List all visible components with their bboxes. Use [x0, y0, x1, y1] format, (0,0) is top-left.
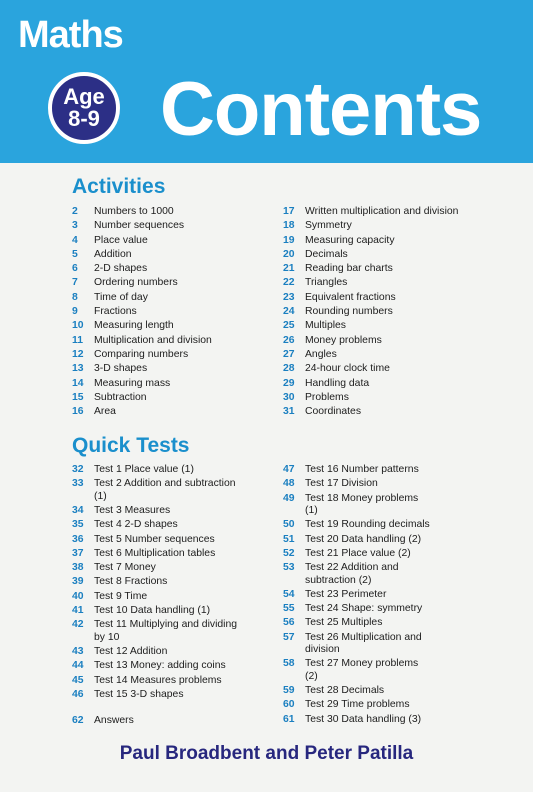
toc-entry[interactable]	[72, 206, 272, 218]
entry-title: Test 10 Data handling (1)	[94, 605, 211, 617]
toc-entry[interactable]	[283, 534, 433, 546]
page-number: 33	[72, 478, 84, 490]
toc-entry[interactable]	[283, 478, 433, 490]
toc-entry[interactable]	[283, 699, 433, 711]
entry-title: Test 20 Data handling (2)	[305, 533, 422, 545]
page-title: Contents	[160, 67, 482, 152]
toc-entry[interactable]	[72, 576, 240, 588]
page-number: 31	[283, 406, 295, 418]
toc-entry[interactable]	[283, 292, 483, 304]
toc-entry[interactable]	[283, 306, 483, 318]
toc-entry[interactable]	[283, 493, 433, 518]
page-number: 47	[283, 464, 295, 475]
activities-right-column	[283, 206, 483, 420]
toc-entry[interactable]	[72, 675, 240, 687]
page-number: 27	[283, 348, 295, 360]
entry-title: Comparing numbers	[94, 348, 189, 360]
toc-entry[interactable]	[283, 519, 433, 531]
page-number: 2	[72, 206, 78, 217]
toc-entry[interactable]	[72, 548, 240, 560]
page-number: 30	[283, 391, 295, 403]
toc-entry[interactable]	[72, 591, 240, 603]
page-number: 12	[72, 348, 84, 360]
page-number: 8	[72, 291, 78, 303]
page-number: 10	[72, 320, 84, 332]
page-number: 9	[72, 306, 78, 318]
entry-title: Numbers to 1000	[94, 206, 174, 217]
entry-title: Angles	[305, 348, 337, 360]
entry-title: Fractions	[94, 306, 137, 318]
entry-title: Money problems	[305, 334, 382, 346]
entry-title: 2-D shapes	[94, 263, 148, 275]
page-number: 62	[72, 715, 84, 726]
entry-title: Test 11 Multiplying and dividing by 10	[94, 619, 238, 643]
entry-title: Ordering numbers	[94, 277, 178, 289]
toc-entry[interactable]	[283, 685, 433, 697]
entry-title: Test 14 Measures problems	[94, 674, 222, 686]
page-number: 54	[283, 588, 295, 600]
toc-entry[interactable]	[72, 660, 240, 672]
page-number: 20	[283, 248, 295, 260]
page-number: 28	[283, 363, 295, 375]
entry-title: Test 6 Multiplication tables	[94, 547, 216, 559]
entry-title: Test 24 Shape: symmetry	[305, 603, 423, 615]
toc-entry[interactable]	[283, 548, 433, 560]
page-number: 43	[72, 646, 84, 658]
page-number: 25	[283, 320, 295, 332]
entry-title: Measuring mass	[94, 377, 171, 389]
toc-entry[interactable]	[283, 277, 483, 289]
entry-title: Test 12 Addition	[94, 646, 168, 658]
toc-entry[interactable]	[283, 349, 483, 361]
entry-title: Test 25 Multiples	[305, 617, 383, 629]
toc-entry[interactable]	[72, 646, 240, 658]
entry-title: Multiplication and division	[94, 334, 212, 346]
page-number: 16	[72, 406, 84, 418]
authors-line: Paul Broadbent and Peter Patilla	[119, 743, 414, 764]
entry-title: Test 17 Division	[305, 478, 378, 490]
page-number: 11	[72, 334, 83, 346]
toc-entry[interactable]	[283, 658, 433, 683]
page-number: 40	[72, 590, 84, 602]
toc-entry[interactable]	[283, 249, 483, 261]
toc-entry[interactable]	[72, 249, 272, 261]
toc-entry[interactable]	[72, 519, 240, 531]
page-number: 14	[72, 377, 84, 389]
entry-title: Place value	[94, 234, 148, 246]
entry-title: Test 19 Rounding decimals	[305, 519, 430, 531]
page-number: 3	[72, 220, 78, 232]
toc-entry[interactable]	[283, 603, 433, 615]
page-number: 59	[283, 685, 295, 697]
page-number: 4	[72, 234, 78, 246]
entry-title: Addition	[94, 248, 132, 260]
toc-entry[interactable]	[283, 464, 433, 476]
entry-title: Test 30 Data handling (3)	[305, 713, 422, 725]
entry-title: Multiples	[305, 320, 346, 332]
page-number: 26	[283, 334, 295, 346]
entry-title: Test 13 Money: adding coins	[94, 660, 226, 672]
toc-entry[interactable]	[283, 589, 433, 601]
toc-entry[interactable]	[283, 320, 483, 332]
age-label: Age	[63, 84, 105, 109]
quick-tests-heading: Quick Tests	[72, 434, 190, 457]
entry-title: Rounding numbers	[305, 306, 393, 318]
toc-entry[interactable]	[72, 263, 272, 275]
page-number: 34	[72, 505, 84, 516]
entry-title: Test 23 Perimeter	[305, 588, 387, 600]
age-range: 8-9	[68, 106, 100, 131]
page-number: 51	[283, 533, 295, 545]
page-number: 19	[283, 234, 295, 246]
toc-entry[interactable]	[72, 292, 272, 304]
toc-entry[interactable]	[72, 464, 240, 476]
entry-title: Test 28 Decimals	[305, 685, 385, 697]
entry-title: Test 3 Measures	[94, 505, 171, 516]
toc-entry[interactable]	[72, 605, 240, 617]
entry-title: Handling data	[305, 377, 370, 389]
entry-title: Test 9 Time	[94, 590, 148, 602]
entry-title: Symmetry	[305, 220, 352, 232]
entry-title: Reading bar charts	[305, 263, 393, 275]
quick-tests-left-column	[72, 464, 240, 703]
toc-entry[interactable]	[283, 335, 483, 347]
toc-entry[interactable]	[283, 235, 483, 247]
toc-entry[interactable]	[283, 632, 433, 657]
page-number: 41	[72, 605, 84, 617]
toc-entry[interactable]	[283, 206, 483, 218]
entry-title: Test 2 Addition and subtraction (1)	[94, 478, 236, 502]
page-number: 35	[72, 519, 84, 531]
page-number: 7	[72, 277, 78, 289]
entry-title: Number sequences	[94, 220, 185, 232]
entry-title: Decimals	[305, 248, 348, 260]
answers-entry	[72, 715, 272, 729]
entry-title: Test 16 Number patterns	[305, 464, 419, 475]
toc-entry[interactable]	[72, 478, 240, 503]
page-number: 56	[283, 617, 295, 629]
entry-title: Test 5 Number sequences	[94, 533, 215, 545]
page-number: 6	[72, 263, 78, 275]
page-number: 44	[72, 660, 84, 672]
entry-title: Answers	[94, 715, 134, 726]
entry-title: Time of day	[94, 291, 148, 303]
page-number: 57	[283, 631, 295, 643]
entry-title: Equivalent fractions	[305, 291, 396, 303]
entry-title: Test 7 Money	[94, 562, 156, 574]
entry-title: Measuring length	[94, 320, 174, 332]
entry-title: Problems	[305, 391, 349, 403]
page-number: 50	[283, 519, 295, 531]
page-number: 58	[283, 658, 295, 670]
page-number: 39	[72, 576, 84, 588]
toc-entry[interactable]	[72, 715, 272, 727]
toc-entry[interactable]	[72, 335, 272, 347]
toc-entry[interactable]	[72, 689, 240, 701]
page-number: 48	[283, 478, 295, 490]
page-number: 36	[72, 533, 84, 545]
page-number: 37	[72, 547, 84, 559]
subject-title: Maths	[18, 14, 123, 56]
entry-title: Test 4 2-D shapes	[94, 519, 178, 531]
entry-title: Test 27 Money problems (2)	[305, 658, 419, 682]
page-number: 55	[283, 603, 295, 615]
toc-entry[interactable]	[72, 562, 240, 574]
toc-entry[interactable]	[283, 562, 433, 587]
entry-title: Measuring capacity	[305, 234, 395, 246]
toc-entry[interactable]	[72, 277, 272, 289]
page-number: 49	[283, 492, 295, 504]
activities-heading: Activities	[72, 175, 166, 198]
page-number: 18	[283, 220, 295, 232]
toc-entry[interactable]	[72, 406, 272, 418]
page-number: 46	[72, 688, 84, 700]
page-number: 29	[283, 377, 295, 389]
toc-entry[interactable]	[72, 378, 272, 390]
entry-title: 24-hour clock time	[305, 363, 390, 375]
page-number: 45	[72, 674, 84, 686]
age-badge	[48, 72, 120, 144]
toc-entry[interactable]	[72, 534, 240, 546]
toc-entry[interactable]	[72, 235, 272, 247]
entry-title: Test 22 Addition and subtraction (2)	[305, 562, 399, 586]
entry-title: Test 26 Multiplication and division	[305, 631, 422, 656]
page-number: 5	[72, 248, 78, 260]
page-number: 60	[283, 699, 295, 711]
page-number: 22	[283, 277, 295, 289]
page-number: 23	[283, 291, 295, 303]
toc-entry[interactable]	[72, 363, 272, 375]
entry-title: Test 1 Place value (1)	[94, 464, 194, 475]
toc-entry[interactable]	[283, 363, 483, 375]
page-number: 61	[283, 713, 295, 725]
toc-entry[interactable]	[72, 349, 272, 361]
cover-header	[0, 0, 533, 163]
entry-title: Subtraction	[94, 391, 147, 403]
quick-tests-right-column	[283, 464, 433, 728]
page-number: 15	[72, 391, 84, 403]
entry-title: Test 15 3-D shapes	[94, 688, 184, 700]
toc-entry[interactable]	[283, 220, 483, 232]
entry-title: Test 18 Money problems (1)	[305, 492, 419, 516]
toc-entry[interactable]	[283, 263, 483, 275]
page-number: 24	[283, 306, 295, 318]
page-number: 21	[283, 263, 295, 275]
entry-title: Test 21 Place value (2)	[305, 547, 411, 559]
toc-entry[interactable]	[283, 714, 433, 726]
entry-title: Test 29 Time problems	[305, 699, 410, 711]
toc-entry[interactable]	[283, 378, 483, 390]
entry-title: Written multiplication and division	[305, 206, 459, 217]
entry-title: Coordinates	[305, 406, 362, 418]
entry-title: Triangles	[305, 277, 348, 289]
toc-entry[interactable]	[72, 392, 272, 404]
toc-entry[interactable]	[72, 619, 240, 644]
toc-entry[interactable]	[283, 392, 483, 404]
page-number: 53	[283, 562, 295, 574]
page-number: 42	[72, 619, 84, 631]
toc-entry[interactable]	[72, 220, 272, 232]
toc-entry[interactable]	[72, 505, 240, 517]
page-number: 13	[72, 363, 84, 375]
page-number: 32	[72, 464, 84, 475]
page-number: 52	[283, 547, 295, 559]
toc-entry[interactable]	[72, 320, 272, 332]
entry-title: Area	[94, 406, 116, 418]
entry-title: Test 8 Fractions	[94, 576, 168, 588]
toc-entry[interactable]	[283, 406, 483, 418]
toc-entry[interactable]	[283, 617, 433, 629]
entry-title: 3-D shapes	[94, 363, 148, 375]
toc-entry[interactable]	[72, 306, 272, 318]
activities-left-column	[72, 206, 272, 420]
page-number: 38	[72, 562, 84, 574]
page-number: 17	[283, 206, 295, 217]
